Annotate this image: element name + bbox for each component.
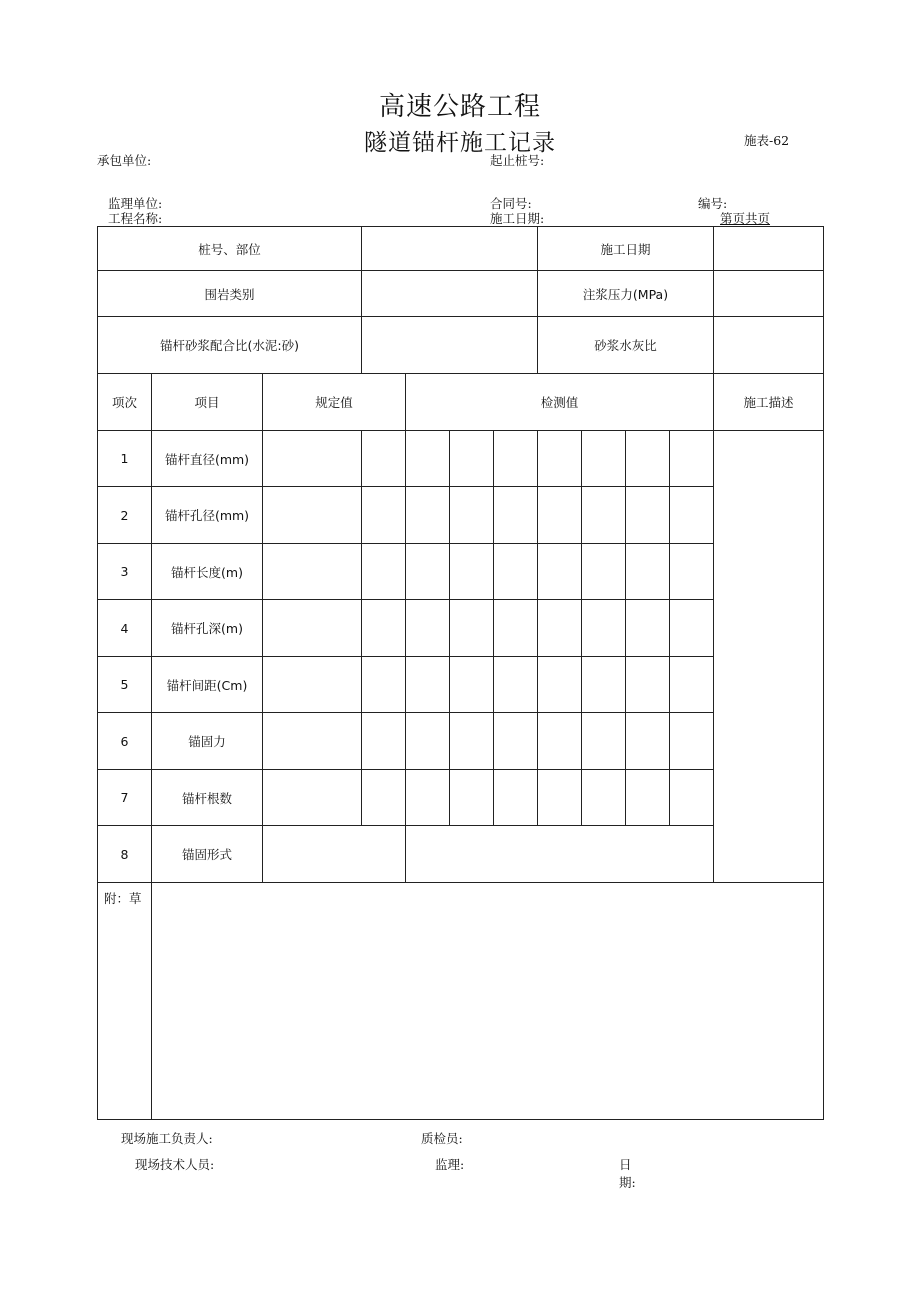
- station-range-label: 起止桩号:: [490, 153, 545, 168]
- item-number: 3: [98, 544, 152, 600]
- measured-cell[interactable]: [626, 487, 670, 544]
- spec-value[interactable]: [263, 487, 362, 544]
- measured-cell[interactable]: [626, 600, 670, 657]
- item-number: 7: [98, 770, 152, 826]
- contract-no-label: 合同号:: [490, 196, 532, 211]
- measured-cell[interactable]: [494, 487, 538, 544]
- attachment-sketch-area[interactable]: [152, 883, 824, 1120]
- col-measured-header: 检测值: [406, 374, 714, 431]
- measured-cell[interactable]: [582, 544, 626, 600]
- item-name: 锚杆直径(mm): [152, 431, 263, 487]
- technician-label: 现场技术人员:: [135, 1157, 215, 1172]
- col-desc-header: 施工描述: [714, 374, 824, 431]
- item-number: 6: [98, 713, 152, 770]
- measured-cell[interactable]: [494, 544, 538, 600]
- table-row: [98, 431, 824, 487]
- measured-cell[interactable]: [538, 657, 582, 713]
- construction-description[interactable]: [714, 431, 824, 883]
- col-spec-header: 规定值: [263, 374, 406, 431]
- spec-value[interactable]: [263, 544, 362, 600]
- measured-cell[interactable]: [450, 487, 494, 544]
- measured-cell[interactable]: [406, 600, 450, 657]
- measured-cell[interactable]: [406, 713, 450, 770]
- construction-date-value[interactable]: [714, 227, 824, 271]
- measured-cell[interactable]: [626, 770, 670, 826]
- measured-cell[interactable]: [494, 713, 538, 770]
- measured-cell[interactable]: [538, 431, 582, 487]
- page-info: 第页共页: [720, 211, 771, 226]
- measured-cell[interactable]: [494, 431, 538, 487]
- measured-cell[interactable]: [494, 657, 538, 713]
- measured-cell[interactable]: [406, 657, 450, 713]
- date-label-line2: 期:: [619, 1175, 636, 1190]
- document-subtitle: 隧道锚杆施工记录: [364, 130, 556, 156]
- inspector-label: 质检员:: [421, 1131, 463, 1146]
- item-number: 4: [98, 600, 152, 657]
- station-position-label: 桩号、部位: [98, 227, 362, 271]
- spec-value[interactable]: [263, 657, 362, 713]
- measured-cell[interactable]: [362, 487, 406, 544]
- item-name: 锚固力: [152, 713, 263, 770]
- item-name: 锚杆长度(m): [152, 544, 263, 600]
- anchor-form-value[interactable]: [406, 826, 714, 883]
- measured-cell[interactable]: [626, 657, 670, 713]
- spec-value[interactable]: [263, 826, 406, 883]
- rock-class-value[interactable]: [362, 271, 538, 317]
- attachment-label: 附：草: [98, 883, 152, 1120]
- construction-date-cell-label: 施工日期: [538, 227, 714, 271]
- measured-cell[interactable]: [450, 770, 494, 826]
- grout-pressure-value[interactable]: [714, 271, 824, 317]
- measured-cell[interactable]: [450, 431, 494, 487]
- measured-cell[interactable]: [626, 713, 670, 770]
- measured-cell[interactable]: [538, 544, 582, 600]
- rock-class-label: 围岩类别: [98, 271, 362, 317]
- item-name: 锚杆根数: [152, 770, 263, 826]
- item-name: 锚杆孔径(mm): [152, 487, 263, 544]
- measured-cell[interactable]: [362, 770, 406, 826]
- measured-cell[interactable]: [582, 431, 626, 487]
- measured-cell[interactable]: [582, 713, 626, 770]
- measured-cell[interactable]: [670, 544, 714, 600]
- water-cement-ratio-label: 砂浆水灰比: [538, 317, 714, 374]
- measured-cell[interactable]: [450, 713, 494, 770]
- measured-cell[interactable]: [626, 544, 670, 600]
- measured-cell[interactable]: [538, 713, 582, 770]
- measured-cell[interactable]: [626, 431, 670, 487]
- item-name: 锚固形式: [152, 826, 263, 883]
- supervision-label: 监理:: [435, 1157, 465, 1172]
- grout-pressure-label: 注浆压力(MPa): [538, 271, 714, 317]
- spec-value[interactable]: [263, 431, 362, 487]
- supervisor-label: 监理单位:: [108, 196, 163, 211]
- station-position-value[interactable]: [362, 227, 538, 271]
- spec-value[interactable]: [263, 600, 362, 657]
- measured-cell[interactable]: [582, 770, 626, 826]
- date-label-line1: 日: [619, 1157, 632, 1172]
- measured-cell[interactable]: [450, 544, 494, 600]
- measured-cell[interactable]: [362, 600, 406, 657]
- attachment-row: [98, 883, 824, 1120]
- measured-cell[interactable]: [450, 657, 494, 713]
- item-number: 5: [98, 657, 152, 713]
- measured-cell[interactable]: [406, 487, 450, 544]
- measured-cell[interactable]: [362, 713, 406, 770]
- project-name-label: 工程名称:: [108, 211, 163, 226]
- item-number: 8: [98, 826, 152, 883]
- contractor-label: 承包单位:: [97, 153, 152, 168]
- item-name: 锚杆间距(Cm): [152, 657, 263, 713]
- measured-cell[interactable]: [494, 600, 538, 657]
- measured-cell[interactable]: [538, 600, 582, 657]
- spec-value[interactable]: [263, 770, 362, 826]
- measured-cell[interactable]: [362, 431, 406, 487]
- measured-cell[interactable]: [362, 657, 406, 713]
- measured-cell[interactable]: [494, 770, 538, 826]
- water-cement-ratio-value[interactable]: [714, 317, 824, 374]
- item-name: 锚杆孔深(m): [152, 600, 263, 657]
- measured-cell[interactable]: [582, 657, 626, 713]
- measured-cell[interactable]: [582, 487, 626, 544]
- col-index-header: 项次: [98, 374, 152, 431]
- column-header-row: [98, 374, 824, 431]
- spec-value[interactable]: [263, 713, 362, 770]
- measured-cell[interactable]: [670, 713, 714, 770]
- info-row-mix: [98, 317, 824, 374]
- item-number: 2: [98, 487, 152, 544]
- measured-cell[interactable]: [670, 657, 714, 713]
- measured-cell[interactable]: [406, 431, 450, 487]
- record-table: [97, 226, 824, 1120]
- measured-cell[interactable]: [670, 600, 714, 657]
- info-row-rock: [98, 271, 824, 317]
- measured-cell[interactable]: [450, 600, 494, 657]
- document-title: 高速公路工程: [378, 92, 541, 122]
- site-manager-label: 现场施工负责人:: [121, 1131, 213, 1146]
- measured-cell[interactable]: [538, 770, 582, 826]
- form-number: 施表-62: [744, 133, 790, 148]
- col-item-header: 项目: [152, 374, 263, 431]
- measured-cell[interactable]: [538, 487, 582, 544]
- measured-cell[interactable]: [406, 770, 450, 826]
- info-row-station: [98, 227, 824, 271]
- serial-no-label: 编号:: [698, 196, 728, 211]
- measured-cell[interactable]: [406, 544, 450, 600]
- measured-cell[interactable]: [670, 487, 714, 544]
- mortar-mix-label: 锚杆砂浆配合比(水泥:砂): [98, 317, 362, 374]
- measured-cell[interactable]: [362, 544, 406, 600]
- item-number: 1: [98, 431, 152, 487]
- measured-cell[interactable]: [670, 431, 714, 487]
- measured-cell[interactable]: [670, 770, 714, 826]
- measured-cell[interactable]: [582, 600, 626, 657]
- construction-date-label: 施工日期:: [490, 211, 545, 226]
- mortar-mix-value[interactable]: [362, 317, 538, 374]
